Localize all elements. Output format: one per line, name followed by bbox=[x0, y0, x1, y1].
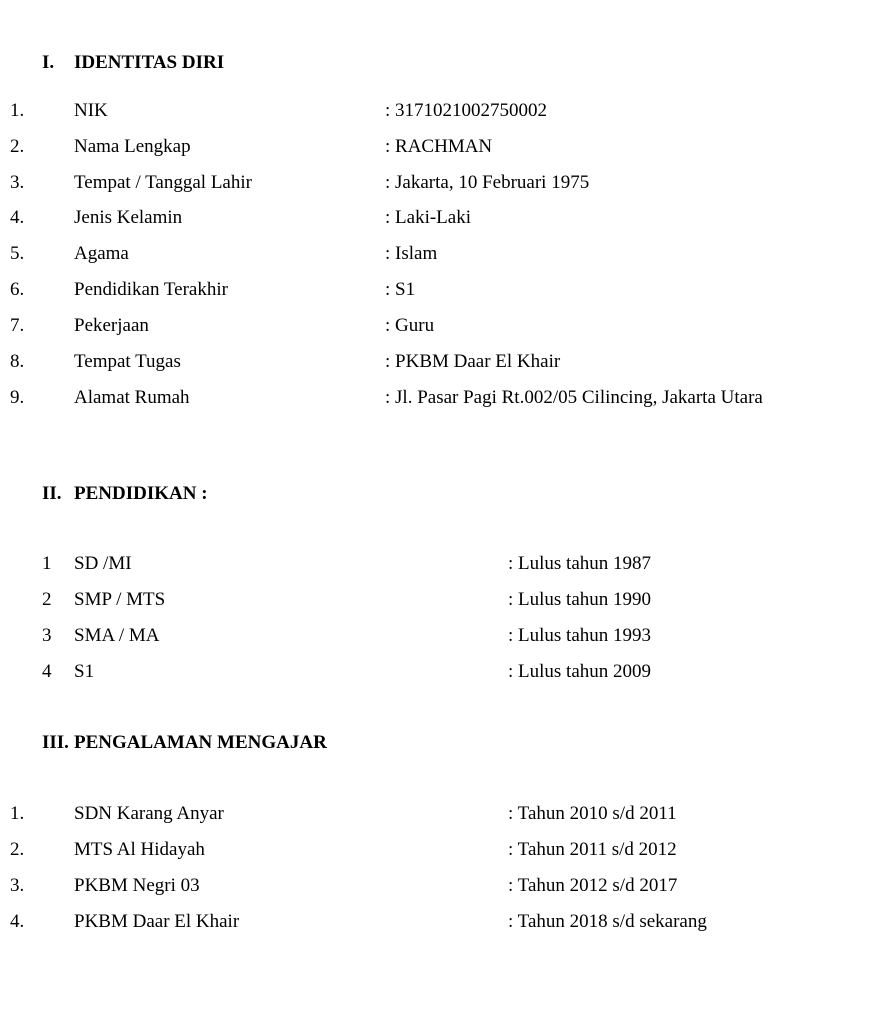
row-label: Agama bbox=[74, 243, 129, 264]
row-number: 2. bbox=[10, 839, 25, 860]
row-value: : PKBM Daar El Khair bbox=[385, 351, 561, 372]
section-1-number: I. bbox=[42, 52, 55, 73]
row-number: 3. bbox=[10, 172, 25, 193]
row-number: 3 bbox=[42, 625, 52, 646]
row-label: Tempat / Tanggal Lahir bbox=[74, 172, 252, 193]
section-3-title: PENGALAMAN MENGAJAR bbox=[74, 732, 327, 753]
row-label: S1 bbox=[74, 661, 95, 682]
row-number: 7. bbox=[10, 315, 25, 336]
row-label: Jenis Kelamin bbox=[74, 207, 183, 228]
row-number: 1 bbox=[42, 553, 52, 574]
row-number: 2 bbox=[42, 589, 52, 610]
row-number: 1. bbox=[10, 803, 25, 824]
row-value: : Tahun 2018 s/d sekarang bbox=[508, 911, 707, 932]
row-label: Alamat Rumah bbox=[74, 387, 190, 408]
row-value: : Jakarta, 10 Februari 1975 bbox=[385, 172, 590, 193]
row-label: SDN Karang Anyar bbox=[74, 803, 224, 824]
row-value: : Lulus tahun 2009 bbox=[508, 661, 652, 682]
row-label: MTS Al Hidayah bbox=[74, 839, 205, 860]
row-number: 4 bbox=[42, 661, 52, 682]
row-label: PKBM Negri 03 bbox=[74, 875, 200, 896]
row-label: SD /MI bbox=[74, 553, 132, 574]
row-label: Pendidikan Terakhir bbox=[74, 279, 228, 300]
row-value: : Tahun 2011 s/d 2012 bbox=[508, 839, 677, 860]
row-number: 6. bbox=[10, 279, 25, 300]
row-number: 2. bbox=[10, 136, 25, 157]
section-1-title: IDENTITAS DIRI bbox=[74, 52, 225, 73]
row-label: SMA / MA bbox=[74, 625, 160, 646]
row-value: : Lulus tahun 1990 bbox=[508, 589, 652, 610]
row-number: 9. bbox=[10, 387, 25, 408]
row-label: PKBM Daar El Khair bbox=[74, 911, 240, 932]
row-value: : Tahun 2012 s/d 2017 bbox=[508, 875, 678, 896]
row-number: 1. bbox=[10, 100, 25, 121]
row-label: Tempat Tugas bbox=[74, 351, 181, 372]
section-2-title: PENDIDIKAN : bbox=[74, 483, 208, 504]
row-value: : Tahun 2010 s/d 2011 bbox=[508, 803, 677, 824]
row-number: 8. bbox=[10, 351, 25, 372]
row-value: : Lulus tahun 1987 bbox=[508, 553, 652, 574]
row-value: : Lulus tahun 1993 bbox=[508, 625, 652, 646]
row-label: Pekerjaan bbox=[74, 315, 149, 336]
row-value: : Laki-Laki bbox=[385, 207, 471, 228]
row-value: : 3171021002750002 bbox=[385, 100, 548, 121]
row-label: SMP / MTS bbox=[74, 589, 166, 610]
row-number: 4. bbox=[10, 911, 25, 932]
row-value: : Jl. Pasar Pagi Rt.002/05 Cilincing, Jakarta Utara bbox=[385, 387, 763, 408]
row-value: : RACHMAN bbox=[385, 136, 493, 157]
row-value: : Islam bbox=[385, 243, 438, 264]
row-number: 3. bbox=[10, 875, 25, 896]
row-number: 4. bbox=[10, 207, 25, 228]
row-number: 5. bbox=[10, 243, 25, 264]
row-label: NIK bbox=[74, 100, 108, 121]
row-value: : S1 bbox=[385, 279, 416, 300]
section-3-number: III. bbox=[42, 732, 69, 753]
row-value: : Guru bbox=[385, 315, 435, 336]
row-label: Nama Lengkap bbox=[74, 136, 191, 157]
section-2-number: II. bbox=[42, 483, 62, 504]
